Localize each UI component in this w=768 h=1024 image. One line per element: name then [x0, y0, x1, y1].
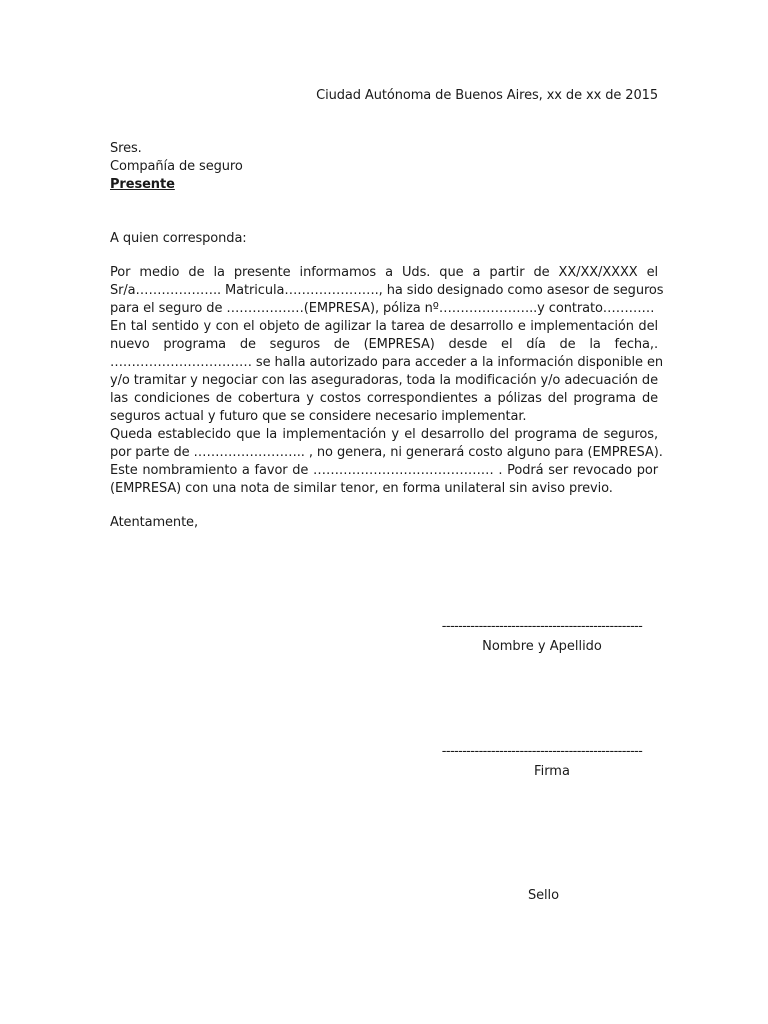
body-line: Este nombramiento a favor de …………………………………… . Podrá ser revocado por [110, 463, 658, 478]
seal-label: Sello [528, 888, 559, 903]
body-line: nuevo programa de seguros de (EMPRESA) desde el día de la fecha,. [110, 337, 658, 352]
closing: Atentamente, [110, 515, 198, 530]
body-line: Sr/a……………….. Matricula…………………., ha sido designado como asesor de seguros [110, 283, 664, 298]
body-line: las condiciones de cobertura y costos correspondientes a pólizas del programa de [110, 391, 658, 406]
body-line: …………………………… se halla autorizado para acceder a la información disponible en [110, 355, 663, 370]
recipient-presente: Presente [110, 177, 175, 192]
recipient-company: Compañía de seguro [110, 159, 243, 174]
greeting: A quien corresponda: [110, 231, 247, 246]
signature-line: ------------------------------------------------- [441, 745, 643, 759]
body-line: (EMPRESA) con una nota de similar tenor, en forma unilateral sin aviso previo. [110, 481, 613, 496]
name-signature-block [426, 620, 658, 656]
place-date: Ciudad Autónoma de Buenos Aires, xx de xx de 2015 [316, 88, 658, 103]
body-line: En tal sentido y con el objeto de agilizar la tarea de desarrollo e implementación del [110, 319, 658, 334]
body-line: por parte de …………………….. , no genera, ni generará costo alguno para (EMPRESA). [110, 445, 663, 460]
signature-block [426, 745, 658, 781]
body-line: Por medio de la presente informamos a Uds. que a partir de XX/XX/XXXX el [110, 265, 658, 280]
body-line: y/o tramitar y negociar con las aseguradoras, toda la modificación y/o adecuación de [110, 373, 658, 388]
recipient-sres: Sres. [110, 141, 142, 156]
name-label: Nombre y Apellido [482, 639, 602, 654]
letter-body [110, 264, 664, 498]
body-line: Queda establecido que la implementación y el desarrollo del programa de seguros, [110, 427, 658, 442]
body-line: para el seguro de ………………(EMPRESA), póliza nº…………………..y contrato………… [110, 301, 655, 316]
signature-label: Firma [534, 764, 570, 779]
signature-line: ------------------------------------------------- [441, 620, 643, 634]
body-line: seguros actual y futuro que se considere necesario implementar. [110, 409, 527, 424]
